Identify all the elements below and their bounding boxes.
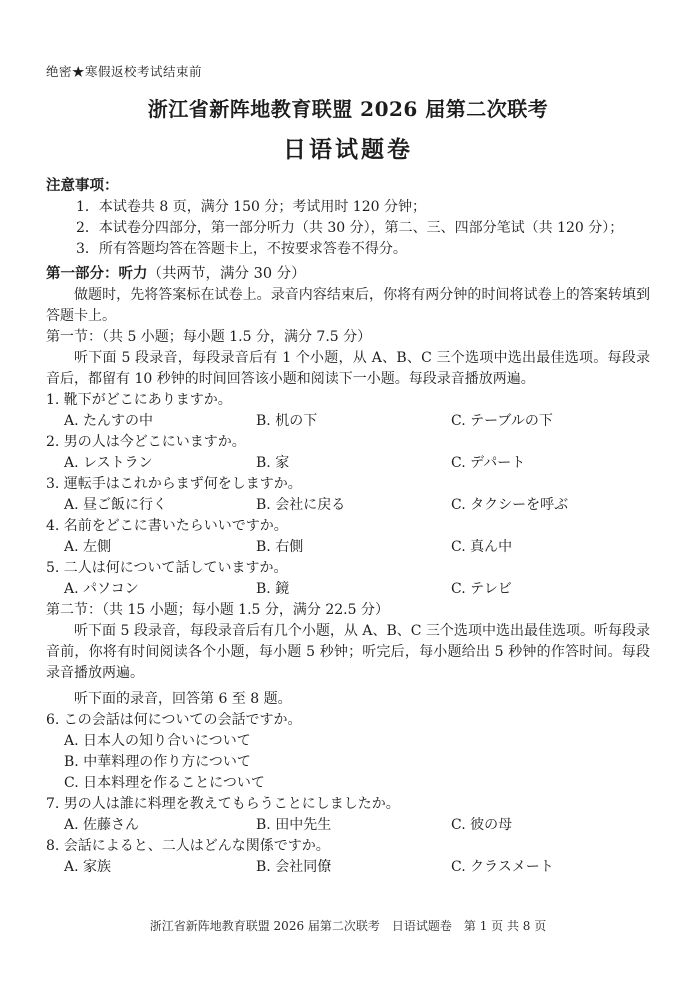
option-b: B. 会社同僚: [256, 859, 332, 875]
part1-heading-bold: 第一部分：听力: [46, 265, 148, 282]
option-b: B. 右側: [256, 539, 304, 555]
question-3-text: 3. 運転手はこれからまず何をしますか。: [46, 476, 302, 492]
option-b: B. 中華料理の作り方について: [64, 754, 251, 770]
option-c: C. 彼の母: [451, 817, 513, 833]
option-a: A. 日本人の知り合いについて: [64, 733, 251, 749]
question-7: [46, 794, 650, 836]
question-4-options: [64, 537, 650, 558]
option-a: A. たんすの中: [64, 413, 154, 429]
option-b: B. 田中先生: [256, 817, 332, 833]
question-2: [46, 432, 650, 474]
question-7-text: 7. 男の人は誰に料理を教えてもらうことにしましたか。: [46, 796, 400, 812]
section1-instructions: 听下面 5 段录音，每段录音后有 1 个小题，从 A、B、C 三个选项中选出最佳选项。每段录音后，都留有 10 秒钟的时间回答该小题和阅读下一小题。每段录音播放两遍。: [46, 350, 650, 387]
option-a: A. レストラン: [64, 455, 153, 471]
part1-intro: 做题时，先将答案标在试卷上。录音内容结束后，你将有两分钟的时间将试卷上的答案转填到答题卡上。: [46, 287, 650, 324]
page-footer: 浙江省新阵地教育联盟 2026 届第二次联考 日语试题卷 第 1 页 共 8 页: [149, 919, 547, 933]
option-c: C. デパート: [451, 455, 526, 471]
question-8: [46, 836, 650, 878]
question-3: [46, 474, 650, 516]
question-1-options: [64, 411, 650, 432]
option-c: C. 日本料理を作ることについて: [64, 775, 265, 791]
notice-item-3: 3．所有答题均答在答题卡上，不按要求答卷不得分。: [76, 241, 407, 257]
question-6-text: 6. この会話は何についての会話ですか。: [46, 712, 302, 728]
question-7-options: [64, 815, 650, 836]
option-a: A. 昼ご飯に行く: [64, 497, 168, 513]
question-4-text: 4. 名前をどこに書いたらいいですか。: [46, 518, 288, 534]
question-8-options: [64, 857, 650, 878]
section2-instructions: 听下面 5 段录音，每段录音后有几个小题，从 A、B、C 三个选项中选出最佳选项。听每段录音前，你将有时间阅读各个小题，每小题 5 秒钟；听完后，每小题给出 5 秒钟的作答时间。每段录音播放两遍。: [46, 623, 650, 681]
question-5: [46, 558, 650, 600]
notice-heading: 注意事项：: [46, 177, 119, 194]
notice-item-1: 1．本试卷共 8 页，满分 150 分；考试用时 120 分钟；: [76, 199, 426, 215]
section2-label: 第二节：（共 15 小题；每小题 1.5 分，满分 22.5 分）: [46, 602, 389, 618]
question-2-text: 2. 男の人は今どこにいますか。: [46, 434, 246, 450]
option-a: A. 佐藤さん: [64, 817, 140, 833]
notice-item-2: 2．本试卷分四部分，第一部分听力（共 30 分），第二、三、四部分笔试（共 120 分）；: [76, 220, 624, 236]
question-2-options: [64, 453, 650, 474]
question-6: [46, 710, 650, 794]
option-c: C. クラスメート: [451, 859, 554, 875]
question-8-text: 8. 会話によると、二人はどんな関係ですか。: [46, 838, 330, 854]
option-a: A. 左側: [64, 539, 112, 555]
option-b: B. 鏡: [256, 581, 290, 597]
question-4: [46, 516, 650, 558]
question-1: [46, 390, 650, 432]
option-c: C. 真ん中: [451, 539, 513, 555]
option-c: C. テレビ: [451, 581, 512, 597]
exam-title: 浙江省新阵地教育联盟 2026 届第二次联考: [147, 97, 549, 121]
question-1-text: 1. 靴下がどこにありますか。: [46, 392, 232, 408]
option-c: C. タクシーを呼ぶ: [451, 497, 569, 513]
part1-heading: [46, 263, 650, 285]
part1-heading-rest: （共两节，满分 30 分）: [147, 266, 306, 282]
option-a: A. 家族: [64, 859, 112, 875]
section1-label: 第一节：（共 5 小题；每小题 1.5 分，满分 7.5 分）: [46, 329, 372, 345]
option-c: C. テーブルの下: [451, 413, 553, 429]
option-b: B. 机の下: [256, 413, 318, 429]
passage-intro-6-8: 听下面的录音，回答第 6 至 8 题。: [74, 691, 292, 707]
security-notice: 绝密★寒假返校考试结束前: [46, 64, 203, 79]
question-5-text: 5. 二人は何について話していますか。: [46, 560, 288, 576]
exam-subtitle: 日语试题卷: [283, 136, 413, 163]
question-5-options: [64, 579, 650, 600]
option-b: B. 家: [256, 455, 290, 471]
question-3-options: [64, 495, 650, 516]
option-b: B. 会社に戻る: [256, 497, 346, 513]
option-a: A. パソコン: [64, 581, 139, 597]
